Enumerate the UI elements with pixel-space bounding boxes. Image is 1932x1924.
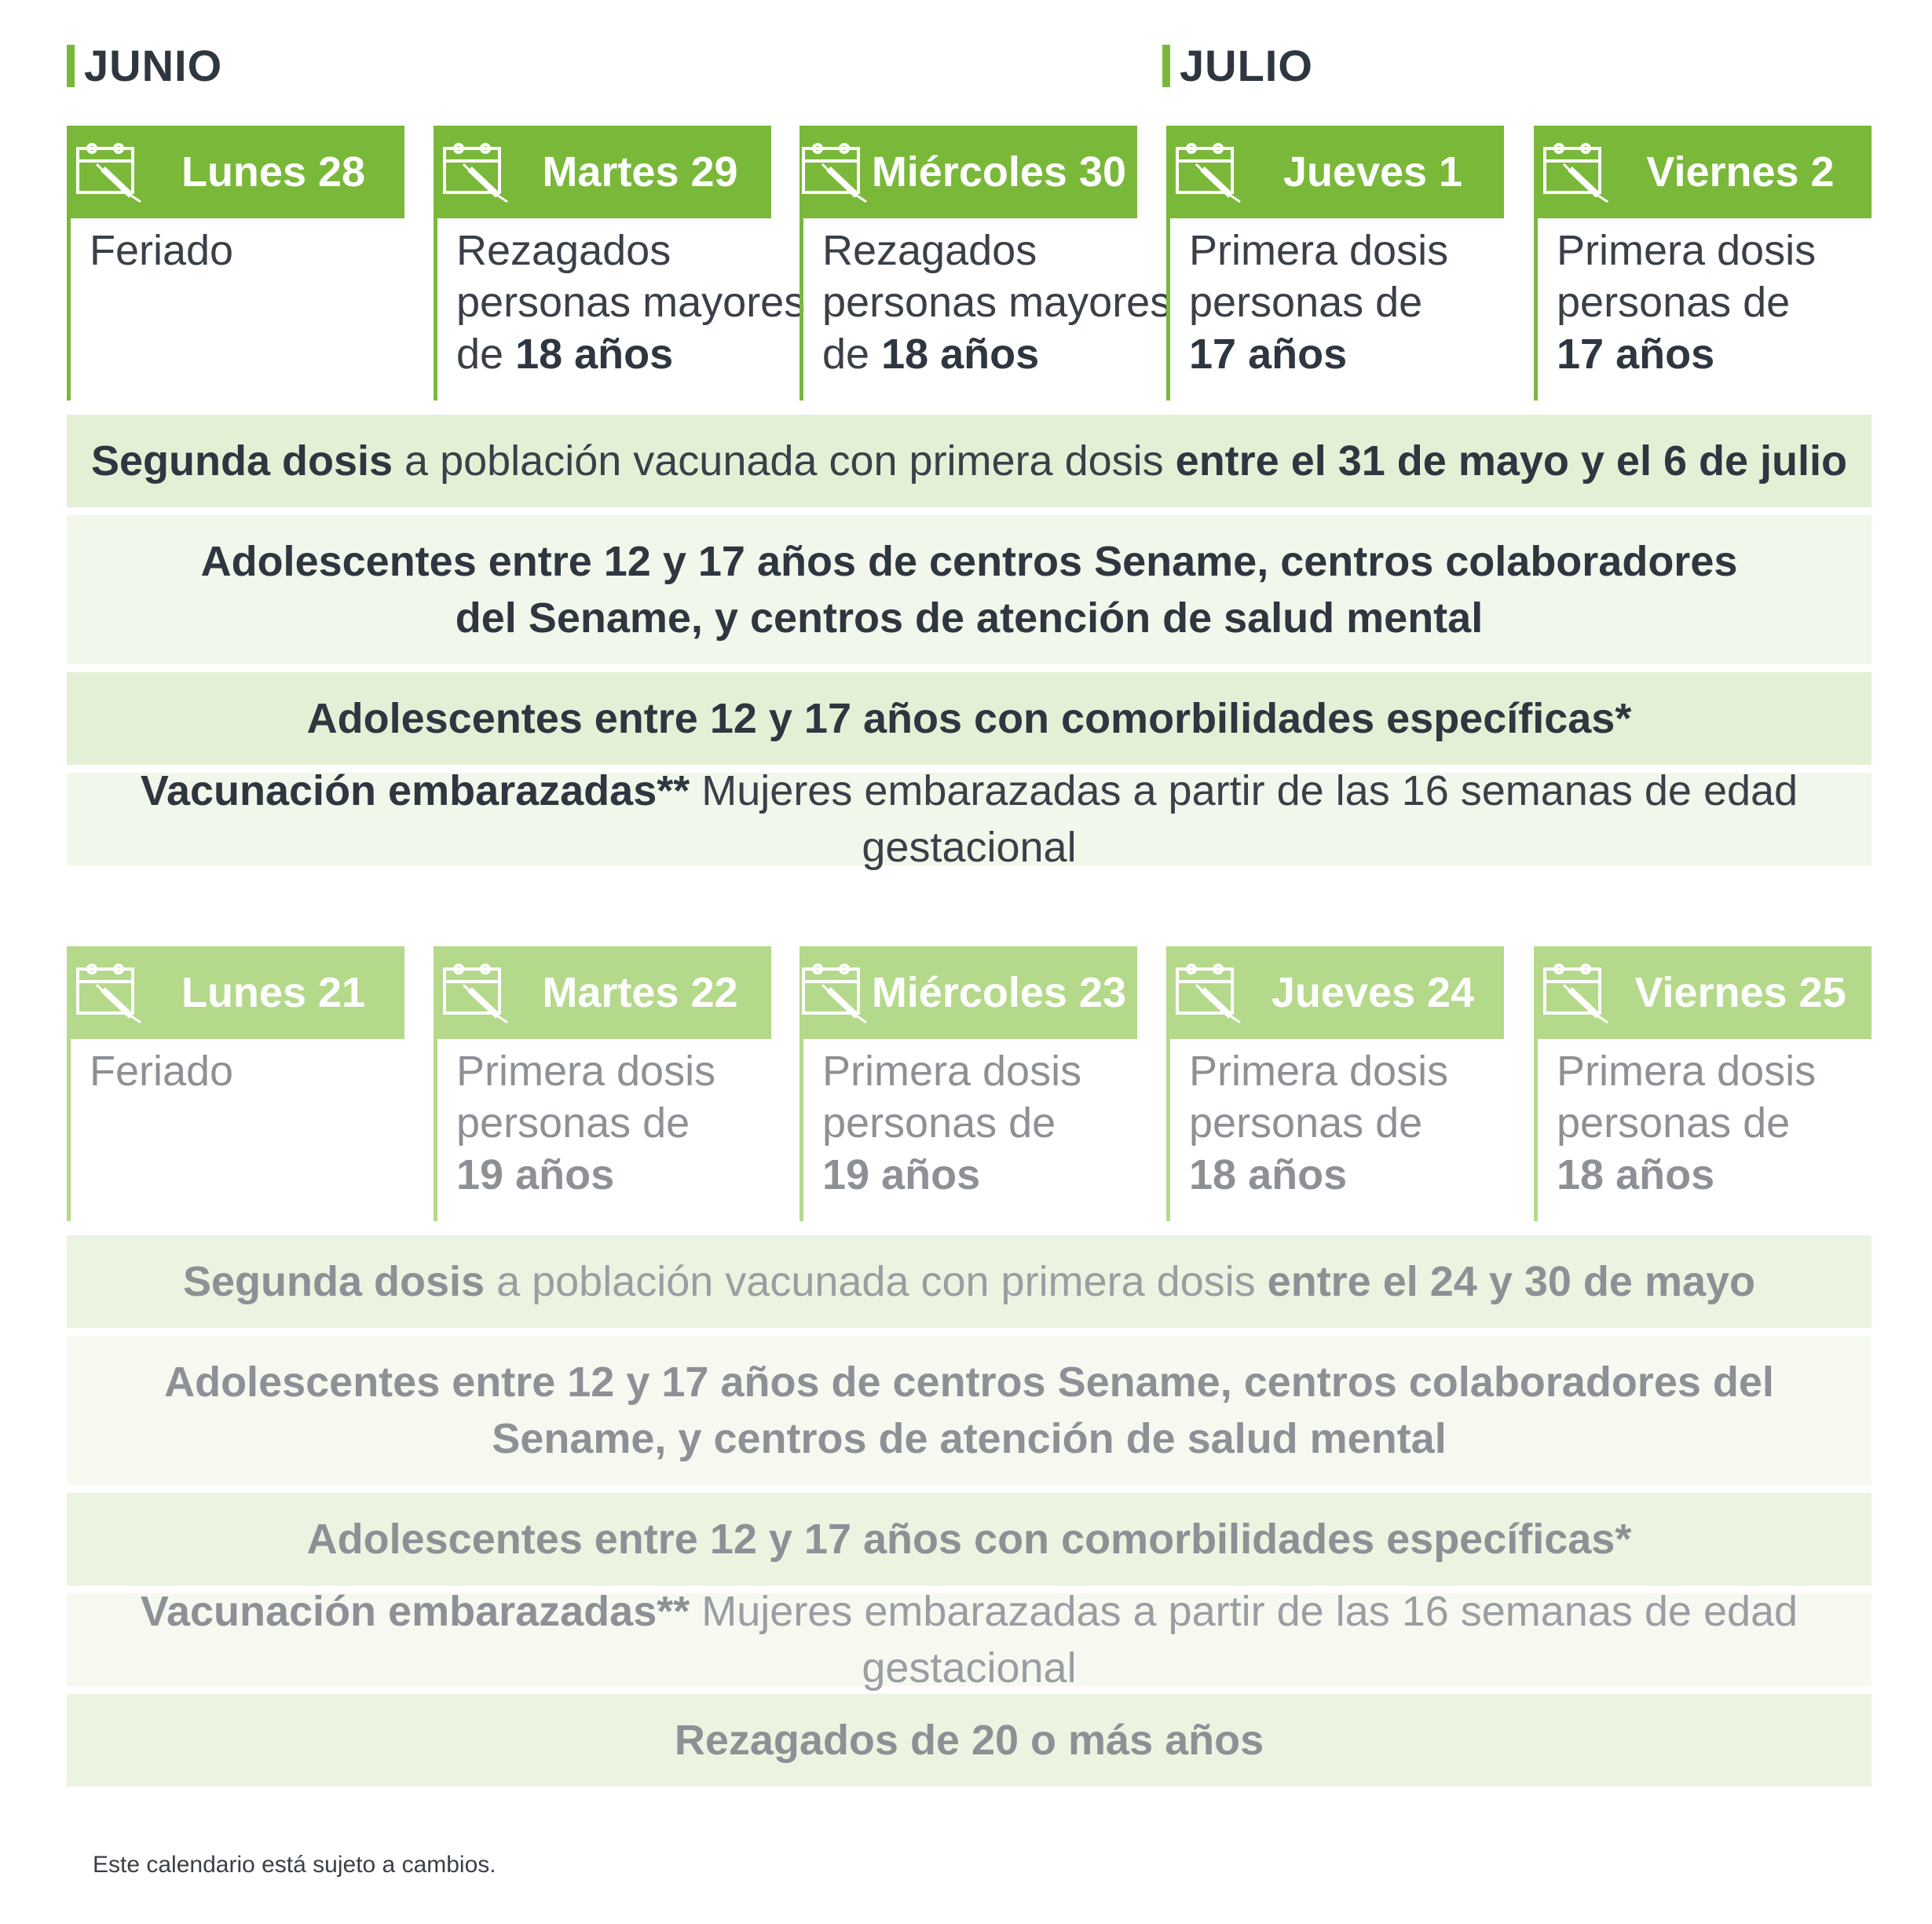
- day-header: [1534, 126, 1872, 218]
- day-line: Primera dosis: [1189, 1048, 1449, 1095]
- band-comorbilidades-prev: [67, 1493, 1872, 1586]
- day-header: [67, 946, 404, 1039]
- day-line: [822, 1149, 1137, 1201]
- day-card-viernes-25: [1534, 946, 1872, 1221]
- day-line-bold: 19 años: [456, 1151, 615, 1198]
- calendar-syringe-icon: [67, 946, 153, 1039]
- band-segunda-dosis-prev: [67, 1235, 1872, 1328]
- day-line: [1189, 328, 1504, 380]
- calendar-syringe-icon: [800, 946, 872, 1039]
- day-line: personas de: [822, 1099, 1056, 1147]
- month-label-julio: JULIO: [1162, 43, 1313, 89]
- band-line: del Sename, y centros de atención de salud mental: [455, 594, 1484, 642]
- footnote: Este calendario está sujeto a cambios.: [93, 1852, 496, 1878]
- day-line: Primera dosis: [822, 1048, 1082, 1095]
- day-line: personas de: [1189, 1099, 1423, 1147]
- day-description: [1166, 1039, 1504, 1221]
- day-line: [822, 328, 1137, 380]
- day-line: Rezagados: [456, 227, 671, 274]
- day-card-jueves-1: [1166, 126, 1504, 401]
- calendar-syringe-icon: [1534, 126, 1620, 218]
- day-line: [456, 1149, 771, 1201]
- band-bold: Adolescentes entre 12 y 17 años con comorbilidades específicas*: [306, 1516, 1632, 1563]
- day-title: Lunes 28: [181, 148, 366, 196]
- day-line-bold: 17 años: [1557, 331, 1715, 378]
- day-line: Primera dosis: [1189, 227, 1449, 274]
- day-header: [434, 126, 771, 218]
- band-sename: [67, 515, 1872, 664]
- band-bold: entre el 31 de mayo y el 6 de julio: [1175, 437, 1848, 485]
- day-description: [434, 218, 806, 401]
- day-card-martes-22: [434, 946, 771, 1221]
- day-card-lunes-28: [67, 126, 404, 401]
- band-embarazadas-prev: [67, 1588, 1872, 1692]
- day-line-bold: 18 años: [881, 331, 1040, 378]
- day-line: personas de: [456, 1099, 690, 1147]
- day-header: [800, 126, 1137, 218]
- day-header: [1166, 946, 1504, 1039]
- calendar-syringe-icon: [67, 126, 153, 218]
- day-title: Lunes 21: [181, 969, 366, 1016]
- day-line-bold: 17 años: [1189, 331, 1348, 378]
- day-line: [1557, 1149, 1872, 1201]
- day-card-martes-29: [434, 126, 806, 401]
- previous-week-days: [67, 946, 1872, 1221]
- calendar-syringe-icon: [800, 126, 872, 218]
- day-line-prefix: de: [456, 331, 516, 378]
- day-description: [67, 218, 404, 401]
- band-line: Adolescentes entre 12 y 17 años de centros Sename, centros colaboradores del: [164, 1359, 1774, 1406]
- band-embarazadas: [67, 767, 1872, 871]
- day-description: [67, 1039, 404, 1221]
- day-title: Martes 29: [542, 148, 738, 196]
- day-card-lunes-21: [67, 946, 404, 1221]
- day-line-bold: 19 años: [822, 1151, 981, 1198]
- day-line: personas mayores: [822, 279, 1172, 326]
- day-header: [67, 126, 404, 218]
- band-bold: entre el 24 y 30 de mayo: [1267, 1258, 1756, 1305]
- calendar-syringe-icon: [1166, 946, 1253, 1039]
- day-title: Martes 22: [542, 969, 738, 1016]
- band-bold: Segunda dosis: [90, 437, 393, 485]
- day-line: Feriado: [90, 227, 234, 274]
- day-header: [1166, 126, 1504, 218]
- day-line: Primera dosis: [1557, 1048, 1817, 1095]
- day-line: personas mayores: [456, 279, 806, 326]
- band-regular: Mujeres embarazadas a partir de las 16 semanas de edad gestacional: [690, 767, 1798, 871]
- day-line: Feriado: [90, 1048, 234, 1095]
- band-regular: Mujeres embarazadas a partir de las 16 semanas de edad gestacional: [690, 1588, 1798, 1692]
- day-title: Jueves 1: [1283, 148, 1463, 196]
- band-segunda-dosis: [67, 415, 1872, 507]
- day-title: Viernes 2: [1646, 148, 1835, 196]
- day-title: Miércoles 30: [871, 148, 1126, 196]
- day-card-miercoles-23: [800, 946, 1137, 1221]
- day-description: [1534, 218, 1872, 401]
- day-title: Miércoles 23: [871, 969, 1126, 1016]
- month-label-junio: JUNIO: [67, 43, 222, 89]
- calendar-syringe-icon: [434, 126, 520, 218]
- day-line-bold: 18 años: [1557, 1151, 1715, 1198]
- day-description: [1534, 1039, 1872, 1221]
- day-title: Viernes 25: [1634, 969, 1846, 1016]
- band-bold: Vacunación embarazadas**: [140, 1588, 690, 1635]
- day-title: Jueves 24: [1271, 969, 1475, 1016]
- day-line: Rezagados: [822, 227, 1037, 274]
- day-description: [434, 1039, 771, 1221]
- day-header: [1534, 946, 1872, 1039]
- day-line-bold: 18 años: [1189, 1151, 1348, 1198]
- day-description: [800, 1039, 1137, 1221]
- band-regular: a población vacunada con primera dosis: [393, 437, 1176, 485]
- day-line: personas de: [1189, 279, 1423, 326]
- day-card-jueves-24: [1166, 946, 1504, 1221]
- day-description: [1166, 218, 1504, 401]
- band-sename-prev: [67, 1336, 1872, 1485]
- day-card-miercoles-30: [800, 126, 1172, 401]
- band-bold: Vacunación embarazadas**: [140, 767, 690, 814]
- band-line: Sename, y centros de atención de salud mental: [492, 1415, 1447, 1462]
- day-line: personas de: [1557, 1099, 1791, 1147]
- band-bold: Rezagados de 20 o más años: [674, 1717, 1264, 1764]
- band-bold: Segunda dosis: [182, 1258, 485, 1305]
- day-header: [434, 946, 771, 1039]
- calendar-syringe-icon: [1534, 946, 1620, 1039]
- day-line: [1557, 328, 1872, 380]
- day-line: personas de: [1557, 279, 1791, 326]
- current-week-days: [67, 126, 1872, 401]
- band-bold: Adolescentes entre 12 y 17 años con comorbilidades específicas*: [306, 695, 1632, 742]
- band-line: Adolescentes entre 12 y 17 años de centros Sename, centros colaboradores: [200, 538, 1738, 585]
- band-comorbilidades: [67, 672, 1872, 765]
- calendar-syringe-icon: [1166, 126, 1253, 218]
- day-line: [456, 328, 771, 380]
- day-card-viernes-2: [1534, 126, 1872, 401]
- band-rezagados-prev: [67, 1694, 1872, 1787]
- day-line: [1189, 1149, 1504, 1201]
- day-description: [800, 218, 1172, 401]
- band-regular: a población vacunada con primera dosis: [485, 1258, 1268, 1305]
- day-header: [800, 946, 1137, 1039]
- day-line: Primera dosis: [456, 1048, 716, 1095]
- day-line-prefix: de: [822, 331, 882, 378]
- calendar-syringe-icon: [434, 946, 520, 1039]
- day-line: Primera dosis: [1557, 227, 1817, 274]
- day-line-bold: 18 años: [515, 331, 674, 378]
